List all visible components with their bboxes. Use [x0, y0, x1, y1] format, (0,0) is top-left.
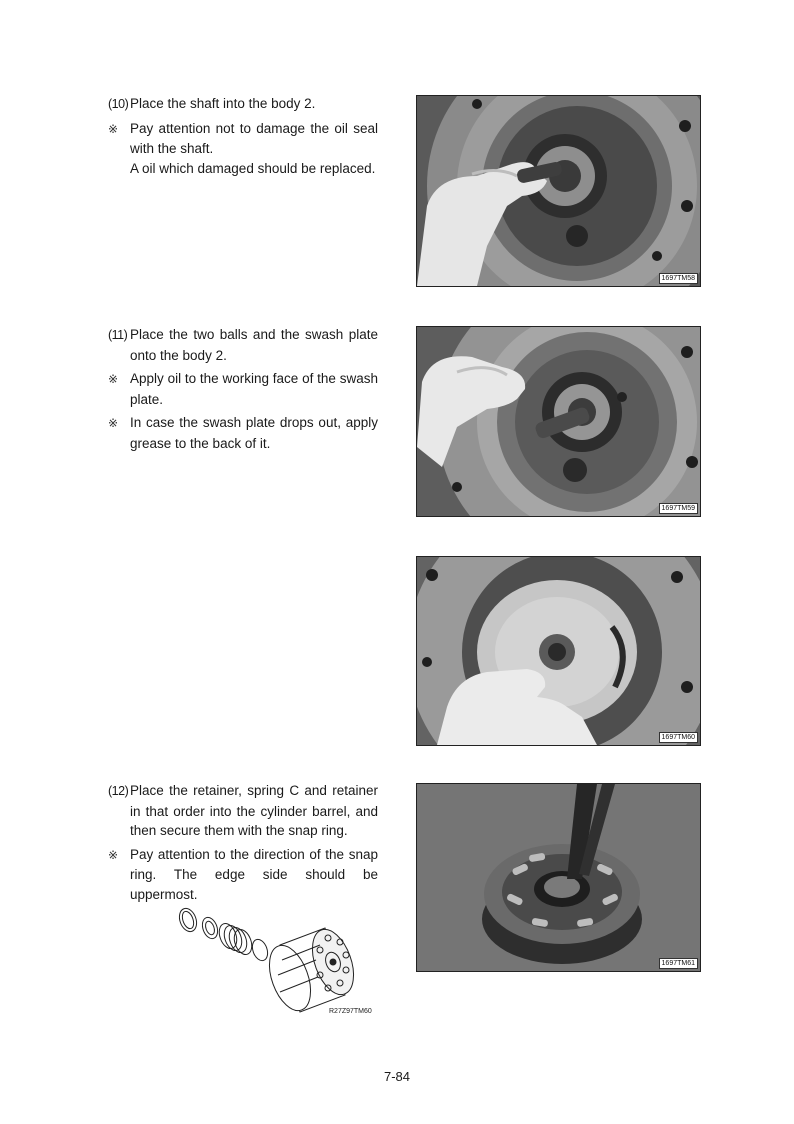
step-number: (10) — [108, 97, 129, 111]
step-text: Place the retainer, spring C and retainer in that order into the cylinder barrel, and then secure them with the snap ring. — [130, 783, 378, 838]
photo-cylinder-barrel — [416, 783, 701, 972]
step-12-instruction — [108, 781, 378, 841]
step-10-instruction — [108, 94, 378, 115]
diagram-code: R27Z97TM60 — [329, 1008, 372, 1015]
step-11-note-1 — [108, 369, 378, 409]
step-text: Place the shaft into the body 2. — [130, 96, 316, 111]
step-12-note — [108, 845, 378, 905]
step-11-instruction — [108, 325, 378, 365]
photo-swash-plate-installed — [416, 556, 701, 746]
note-mark: ※ — [108, 121, 119, 136]
step-10-extra-note: A oil which damaged should be replaced. — [130, 160, 376, 176]
photo-code: 1697TM59 — [659, 503, 698, 514]
note-mark: ※ — [108, 847, 119, 862]
photo-swash-plate-balls — [416, 326, 701, 517]
photo-code: 1697TM61 — [659, 958, 698, 969]
step-10-note — [108, 119, 378, 159]
page-number: 7-84 — [383, 1069, 411, 1084]
note-text: Pay attention not to damage the oil seal with the shaft. — [130, 120, 378, 156]
cylinder-barrel — [261, 924, 361, 1016]
photo-code: 1697TM60 — [659, 732, 698, 743]
retainer-2 — [250, 937, 271, 962]
note-mark: ※ — [108, 416, 119, 430]
snap-ring — [176, 906, 199, 934]
note-text: Apply oil to the working face of the swash plate. — [130, 371, 378, 407]
step-number: (11) — [108, 328, 128, 342]
note-mark: ※ — [108, 372, 119, 386]
step-12 — [108, 781, 378, 904]
note-text: In case the swash plate drops out, apply grease to the back of it. — [130, 415, 378, 451]
photo-shaft-installation — [416, 95, 701, 287]
step-10 — [108, 94, 378, 178]
note-text: Pay attention to the direction of the snap ring. The edge side should be uppermost. — [130, 846, 378, 902]
step-number: (12) — [108, 784, 129, 798]
exploded-view-diagram — [170, 900, 385, 1020]
photo-code: 1697TM58 — [659, 273, 698, 284]
step-11-note-2 — [108, 413, 378, 453]
step-11 — [108, 325, 378, 453]
spring-c — [216, 921, 255, 957]
retainer — [200, 915, 221, 940]
step-text: Place the two balls and the swash plate onto the body 2. — [130, 327, 378, 363]
